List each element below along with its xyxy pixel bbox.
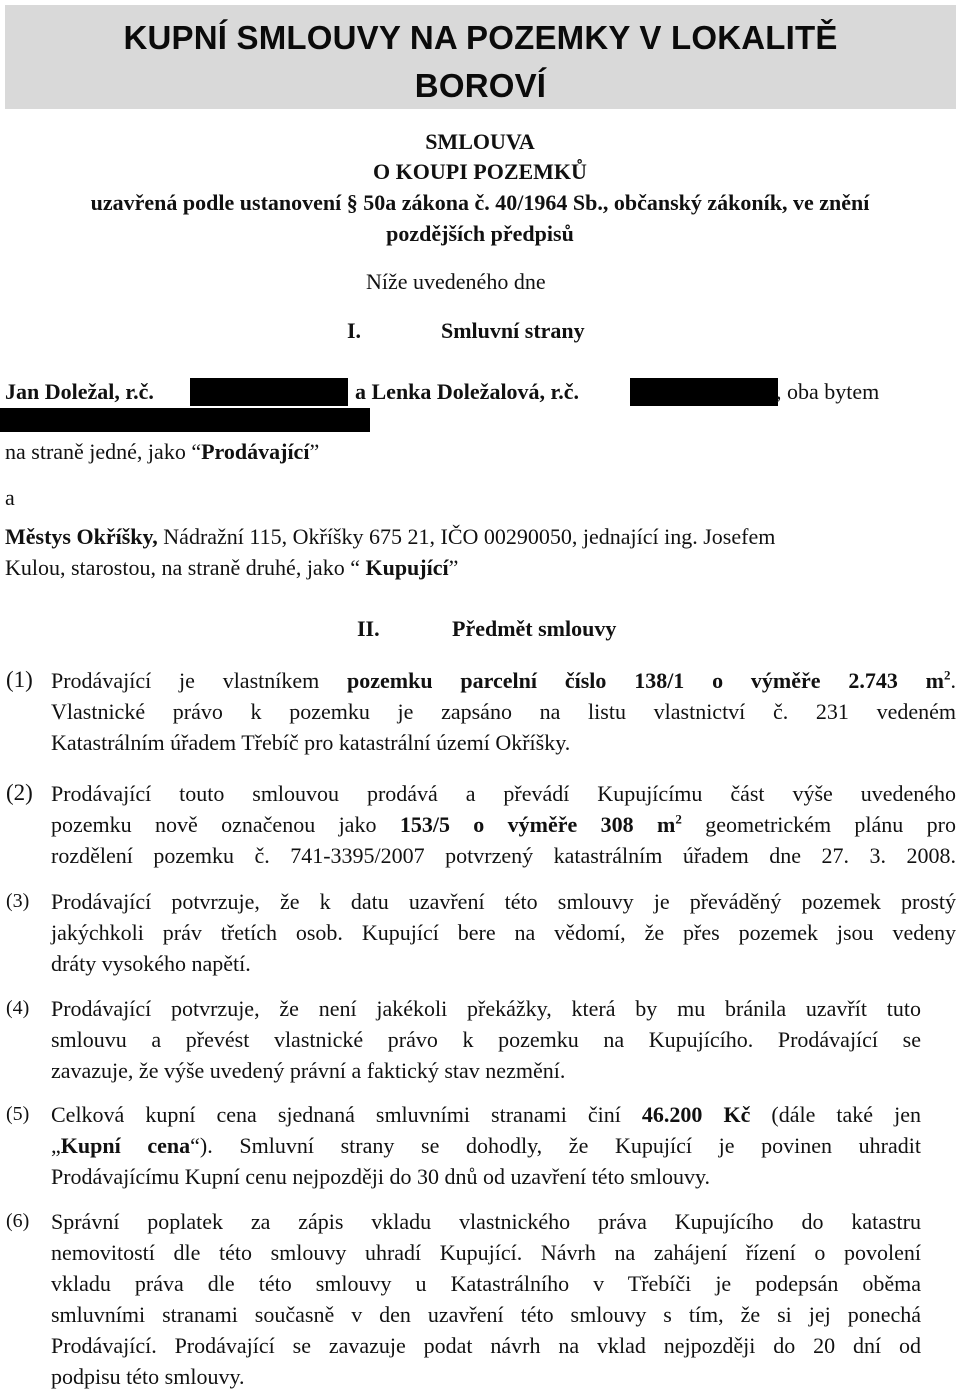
clause-1-number: (1) [6, 667, 33, 692]
contract-heading-4: pozdějších předpisů [386, 221, 574, 246]
seller-2: a Lenka Doležalová, r.č. [355, 379, 580, 404]
redacted-address [0, 408, 370, 432]
section-2-title: Předmět smlouvy [452, 616, 617, 641]
clause-1-line-3: Katastrálním úřadem Třebíč pro katastrální území Okříšky. [51, 730, 571, 755]
clause-3 [51, 886, 956, 979]
residence-label: , oba bytem [776, 379, 880, 404]
redacted-birth-number-2 [630, 378, 778, 406]
redacted-birth-number-1 [190, 378, 348, 406]
buyer-line-2 [5, 553, 458, 583]
buyer-line-1 [5, 522, 775, 552]
clause-5 [51, 1099, 921, 1192]
document-title-line-2: BOROVÍ [414, 67, 547, 104]
clause-1-period: . [950, 668, 956, 693]
heading-3-part-a: uzavřená podle ustanovení [90, 190, 347, 215]
clause-2-line-3: rozdělení pozemku č. 741-3395/2007 potvrzený katastrálním úřadem dne 27. 3. 2008. [51, 843, 956, 868]
clause-5-number: (5) [6, 1103, 30, 1125]
clause-6-line-6: podpisu této smlouvy. [51, 1364, 245, 1389]
section-1-number: I. [347, 318, 362, 343]
clause-1-line-2: Vlastnické právo k pozemku je zapsáno na listu vlastnictví č. 231 vedeném [51, 699, 956, 724]
clause-1-parcel: pozemku parcelní číslo 138/1 o výměře 2.743 m [347, 668, 944, 693]
clause-2-text-a: pozemku nově označenou jako [51, 812, 400, 837]
clause-2-text-c: geometrickém plánu pro [681, 812, 957, 837]
heading-3-part-c: , občanský zákoník, ve znění [602, 190, 870, 215]
clause-6 [51, 1206, 921, 1392]
clause-2-line-1: Prodávající touto smlouvou prodává a převádí Kupujícímu část výše uvedeného [51, 781, 956, 806]
and-connector: a [5, 485, 15, 510]
clause-6-line-4: smluvními stranami současně v den uzavření této smlouvy s tím, že si jej ponechá [51, 1302, 921, 1327]
contract-heading-3 [0, 188, 960, 218]
clause-4-number: (4) [6, 997, 30, 1019]
seller-role: Prodávající [201, 439, 310, 464]
clause-5-text-c: (dále také jen [750, 1102, 921, 1127]
buyer-side-quote: ” [448, 555, 459, 580]
clause-4-line-3: zavazuje, že výše uvedený právní a faktický stav nezmění. [51, 1058, 566, 1083]
clause-5-text-a: Celková kupní cena sjednaná smluvními stranami činí [51, 1102, 642, 1127]
clause-3-number: (3) [6, 890, 30, 912]
clause-3-line-3: dráty vysokého napětí. [51, 951, 251, 976]
clause-6-number: (6) [6, 1210, 30, 1232]
heading-3-part-b: § 50a zákona č. 40/1964 Sb. [346, 190, 603, 215]
buyer-side-text: Kulou, starostou, na straně druhé, jako “ [5, 555, 366, 580]
clause-6-line-1: Správní poplatek za zápis vkladu vlastnického práva Kupujícího do katastru [51, 1209, 921, 1234]
seller-side-quote: ” [309, 439, 320, 464]
clause-6-line-2: nemovitostí dle této smlouvy uhradí Kupující. Návrh na zahájení řízení o povolení [51, 1240, 921, 1265]
date-line: Níže uvedeného dne [366, 269, 546, 294]
section-2-number: II. [357, 616, 380, 641]
seller-side-text: na straně jedné, jako “ [5, 439, 202, 464]
seller-side-line [5, 437, 319, 467]
clause-1 [51, 665, 956, 758]
clause-1-sup: 2 [944, 667, 951, 683]
contract-heading-2: O KOUPI POZEMKŮ [373, 159, 587, 184]
clause-5-line-2 [51, 1130, 921, 1161]
buyer-details: Nádražní 115, Okříšky 675 21, IČO 00290050, jednající ing. Josefem [157, 524, 776, 549]
clause-2-number: (2) [6, 780, 33, 805]
title-banner [5, 5, 956, 109]
clause-2-parcel: 153/5 o výměře 308 m [399, 812, 676, 837]
clause-5-text-rest: “). Smluvní strany se dohodly, že Kupující je povinen uhradit [190, 1133, 922, 1158]
contract-heading-1: SMLOUVA [425, 129, 535, 154]
clause-5-price: 46.200 Kč [641, 1102, 751, 1127]
clause-2-line-2 [51, 809, 956, 840]
buyer-role: Kupující [365, 555, 449, 580]
clause-3-line-2: jakýchkoli práv třetích osob. Kupující bere na vědomí, že přes pozemek jsou vedeny [51, 920, 956, 945]
clause-1-text-a: Prodávající je vlastníkem [51, 668, 348, 693]
clause-1-line-1 [51, 665, 956, 696]
clause-4-line-2: smlouvu a převést vlastnické právo k pozemku na Kupujícího. Prodávající se [51, 1027, 921, 1052]
clause-5-line-1 [51, 1099, 921, 1130]
clause-5-defined-term: Kupní cena [60, 1133, 191, 1158]
clause-3-line-1: Prodávající potvrzuje, že k datu uzavření této smlouvy je převáděný pozemek prostý [51, 889, 956, 914]
clause-5-line-3: Prodávajícímu Kupní cenu nejpozději do 30 dnů od uzavření této smlouvy. [51, 1164, 711, 1189]
clause-5-open-quote: „ [51, 1133, 61, 1158]
clause-2 [51, 778, 956, 871]
clause-6-line-3: vkladu práva dle této smlouvy u Katastrálního v Třebíči je podepsán oběma [51, 1271, 921, 1296]
buyer-name: Městys Okříšky, [5, 524, 158, 549]
document-title-line-1: KUPNÍ SMLOUVY NA POZEMKY V LOKALITĚ [123, 19, 838, 56]
clause-2-sup: 2 [675, 811, 682, 827]
clause-6-line-5: Prodávající. Prodávající se zavazuje podat návrh na vklad nejpozději do 20 dní od [51, 1333, 921, 1358]
clause-4-line-1: Prodávající potvrzuje, že není jakékoli překážky, která by mu bránila uzavřít tuto [51, 996, 921, 1021]
section-1-title: Smluvní strany [441, 318, 585, 343]
clause-4 [51, 993, 921, 1086]
seller-1: Jan Doležal, r.č. [5, 379, 154, 404]
